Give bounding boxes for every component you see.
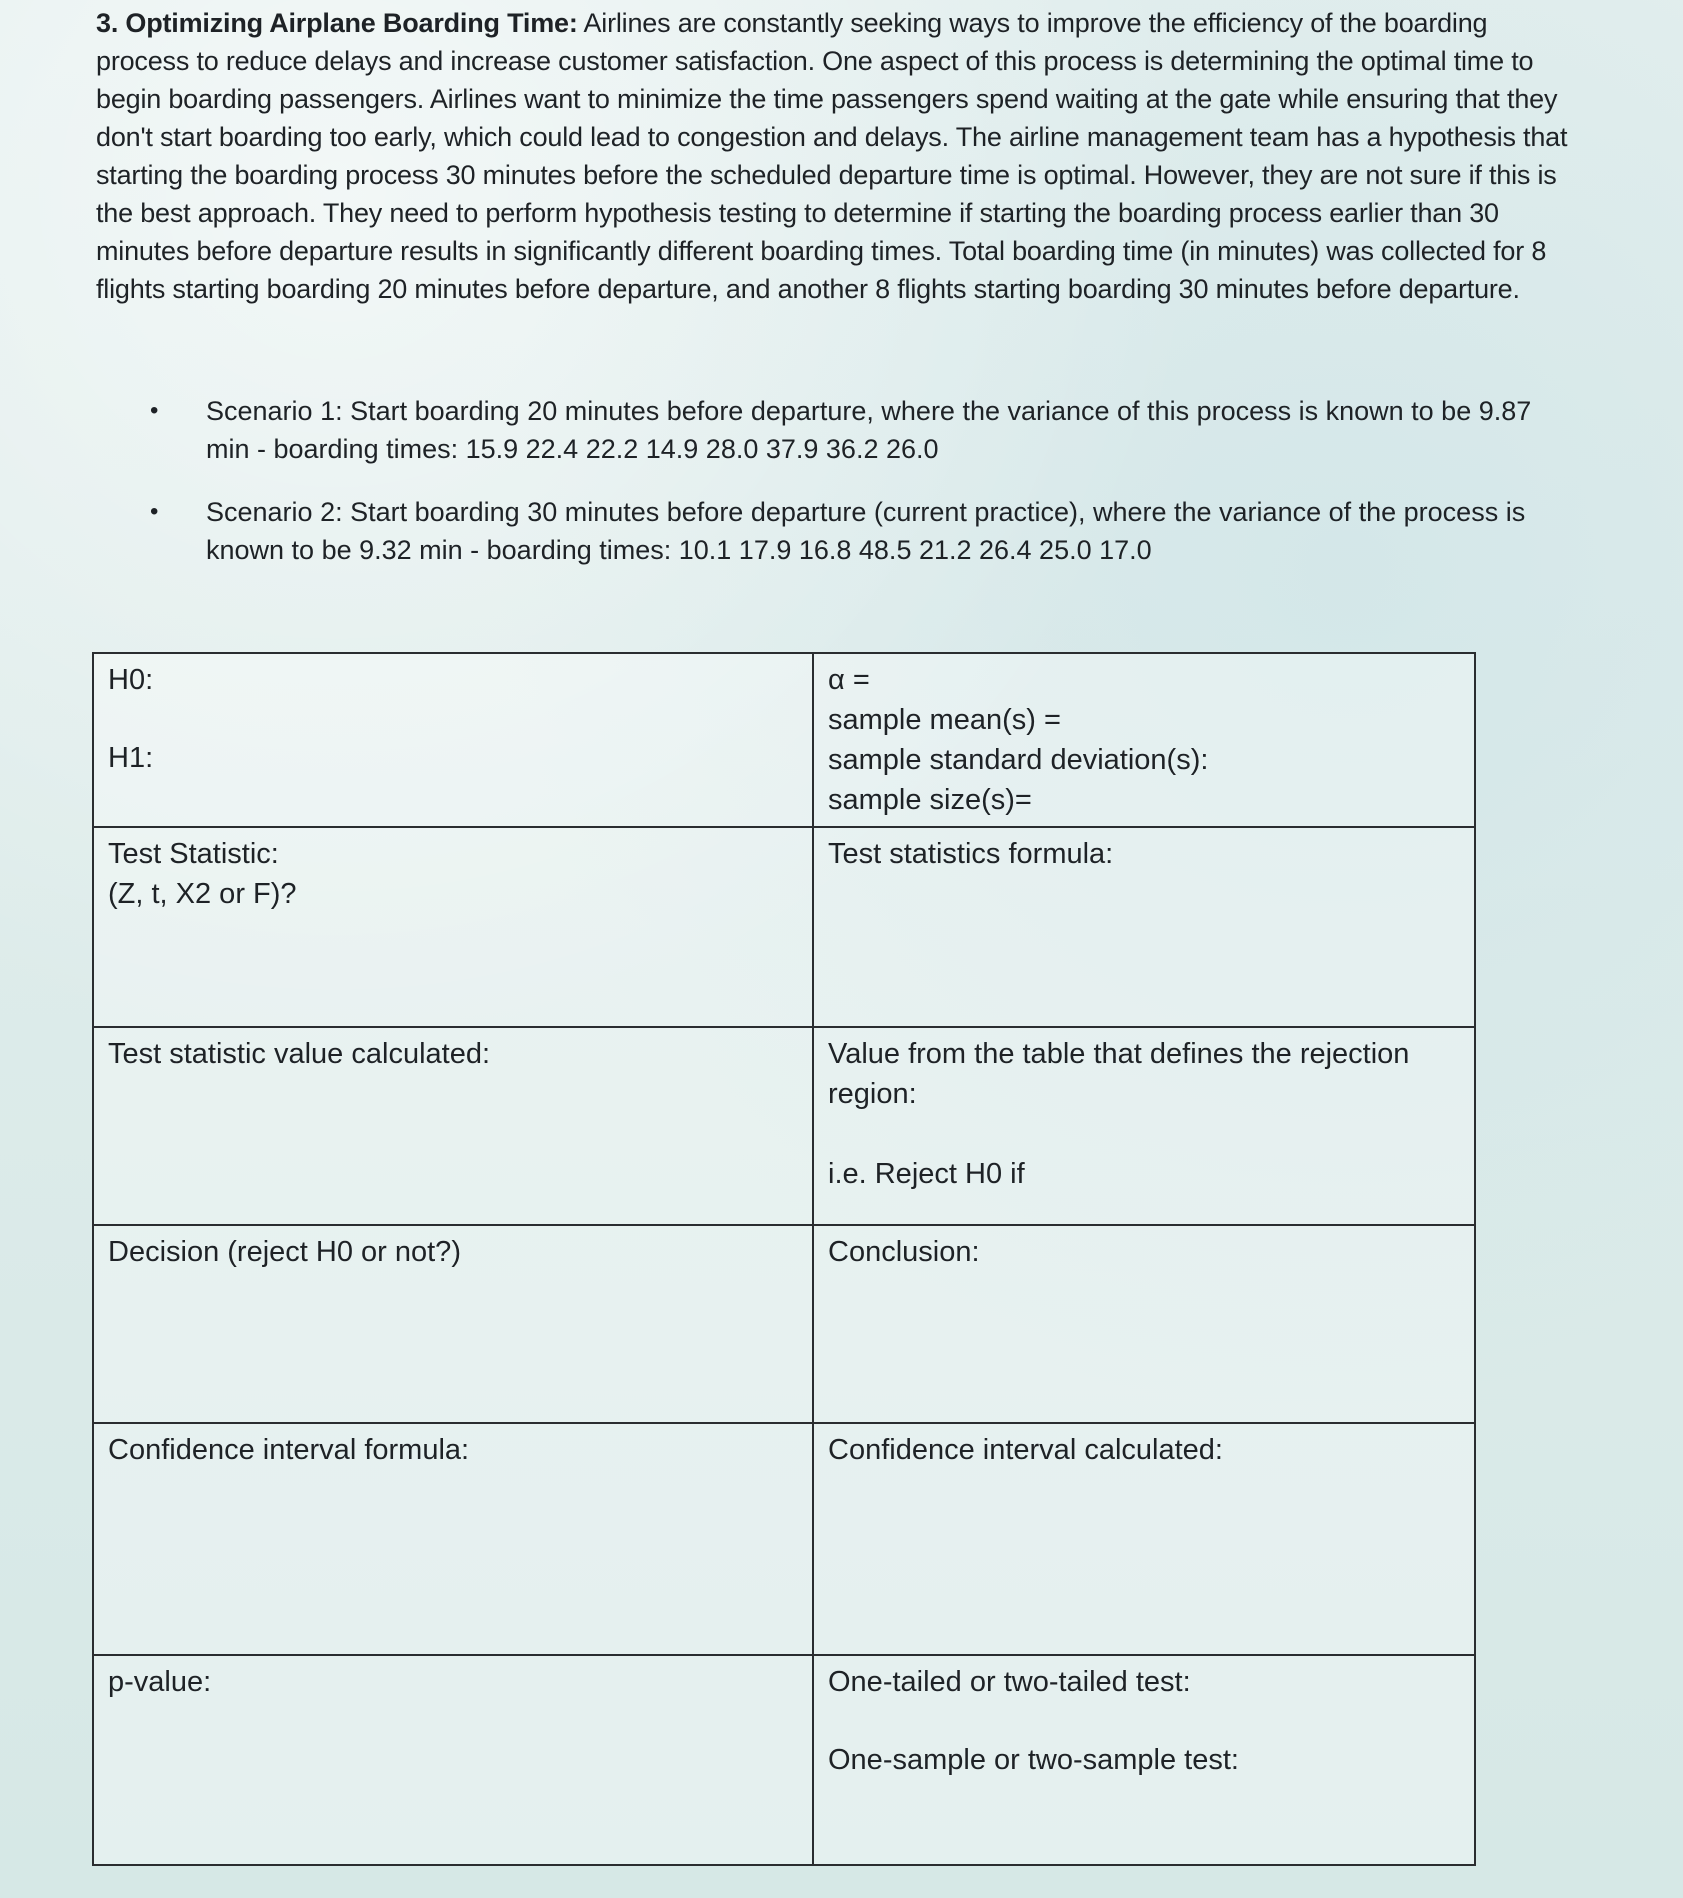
- table-value-label: Value from the table that defines the rejection region:: [828, 1038, 1410, 1110]
- conclusion-label: Conclusion:: [828, 1236, 980, 1268]
- test-formula-label: Test statistics formula:: [828, 838, 1114, 870]
- problem-statement: [96, 4, 1586, 308]
- p-value-label: p-value:: [108, 1666, 212, 1698]
- tails-label: One-tailed or two-tailed test:: [828, 1666, 1191, 1698]
- h1-label: H1:: [108, 742, 154, 774]
- hypotheses-cell[interactable]: [93, 653, 813, 827]
- ci-formula-label: Confidence interval formula:: [108, 1434, 470, 1466]
- test-value-cell[interactable]: [93, 1027, 813, 1225]
- ci-calculated-cell[interactable]: [813, 1423, 1475, 1655]
- bullet-icon: •: [150, 498, 159, 525]
- ci-formula-cell[interactable]: [93, 1423, 813, 1655]
- ci-calculated-label: Confidence interval calculated:: [828, 1434, 1223, 1466]
- test-formula-cell[interactable]: [813, 827, 1475, 1027]
- test-statistic-label: Test Statistic:: [108, 838, 279, 870]
- h0-label: H0:: [108, 664, 154, 696]
- sample-stats-cell[interactable]: [813, 653, 1475, 827]
- samples-label: One-sample or two-sample test:: [828, 1744, 1239, 1776]
- scenario-1-text: Scenario 1: Start boarding 20 minutes before departure, where the variance of this process is known to be 9.87 min - boarding times: 15.9 22.4 22.2 14.9 28.0 37.9 36.2 26.0: [206, 396, 1532, 464]
- decision-cell[interactable]: [93, 1225, 813, 1423]
- hypothesis-worksheet: [92, 652, 1476, 1866]
- scenario-2: [140, 493, 1560, 569]
- test-type-cell[interactable]: [813, 1655, 1475, 1865]
- bullet-icon: •: [150, 397, 159, 424]
- problem-title: 3. Optimizing Airplane Boarding Time:: [96, 8, 578, 38]
- reject-if-label: i.e. Reject H0 if: [828, 1158, 1025, 1190]
- decision-label: Decision (reject H0 or not?): [108, 1236, 461, 1268]
- scenario-2-text: Scenario 2: Start boarding 30 minutes before departure (current practice), where the variance of the process is known to be 9.32 min - boarding times: 10.1 17.9 16.8 48.5 21.2 26.4 25.0 17.0: [206, 497, 1526, 565]
- test-value-label: Test statistic value calculated:: [108, 1038, 491, 1070]
- test-statistic-cell[interactable]: [93, 827, 813, 1027]
- scenario-1: [140, 392, 1560, 468]
- p-value-cell[interactable]: [93, 1655, 813, 1865]
- test-statistic-options: (Z, t, X2 or F)?: [108, 878, 297, 910]
- sample-size-label: sample size(s)=: [828, 784, 1032, 816]
- sample-mean-label: sample mean(s) =: [828, 704, 1061, 736]
- conclusion-cell[interactable]: [813, 1225, 1475, 1423]
- alpha-label: α =: [828, 664, 870, 696]
- rejection-region-cell[interactable]: [813, 1027, 1475, 1225]
- sample-sd-label: sample standard deviation(s):: [828, 744, 1209, 776]
- problem-body: Airlines are constantly seeking ways to improve the efficiency of the boarding process to reduce delays and increase customer satisfaction. One aspect of this process is determining the optimal time to begin boarding passengers. Airlines want to minimize the time passengers spend waiting at the gate while ensuring that they don't start boarding too early, which could lead to congestion and delays. The airline management team has a hypothesis that starting the boarding process 30 minutes before the scheduled departure time is optimal. However, they are not sure if this is the best approach. They need to perform hypothesis testing to determine if starting the boarding process earlier than 30 minutes before departure results in significantly different boarding times. Total boarding time (in minutes) was collected for 8 flights starting boarding 20 minutes before departure, and another 8 flights starting boarding 30 minutes before departure.: [96, 8, 1568, 304]
- scenario-list: [140, 392, 1560, 594]
